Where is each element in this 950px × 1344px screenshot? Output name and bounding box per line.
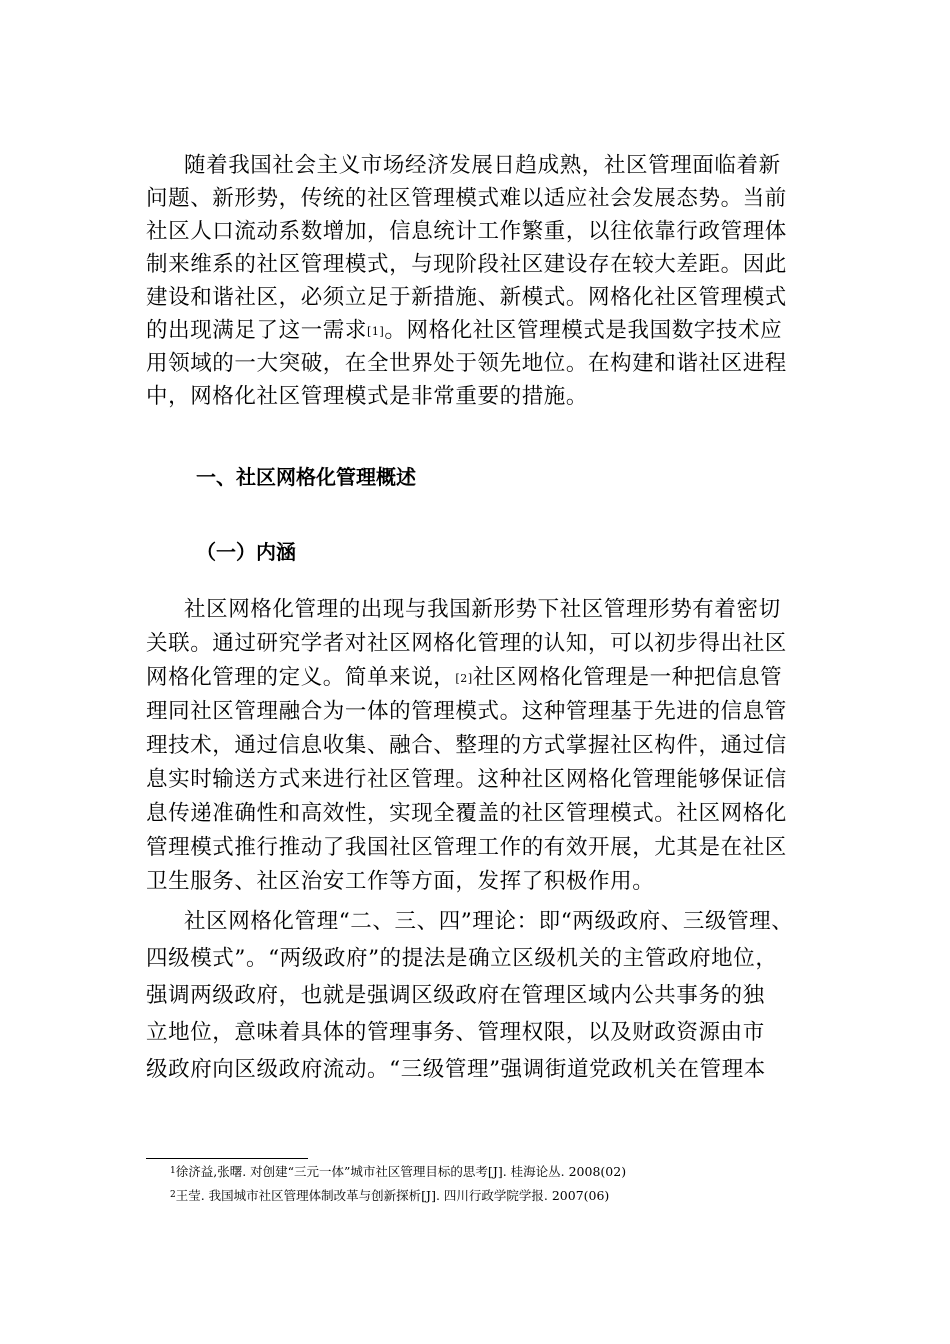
body-text-line: 关联。通过研究学者对社区网格化管理的认知，可以初步得出社区 xyxy=(146,631,787,656)
section-heading: 一、社区网格化管理概述 xyxy=(196,465,416,489)
footnote-mark: 1 xyxy=(170,1166,176,1176)
body-text-line: 社区人口流动系数增加，信息统计工作繁重，以往依靠行政管理体 xyxy=(146,219,787,244)
footnote-separator xyxy=(146,1158,308,1159)
body-text-line: 息传递准确性和高效性，实现全覆盖的社区管理模式。社区网格化 xyxy=(146,801,787,826)
body-text-line: 四级模式”。“两级政府”的提法是确立区级机关的主管政府地位， xyxy=(146,946,778,971)
body-text-line: 卫生服务、社区治安工作等方面，发挥了积极作用。 xyxy=(146,869,655,894)
footnote: $^2$王莹. 我国城市社区管理体制改革与创新探析[J]. 四川行政学院学报. 2007(06) xyxy=(170,1188,610,1203)
body-text-line: 网格化管理的定义。简单来说，[2]社区网格化管理是一种把信息管 xyxy=(146,665,783,690)
body-text-line: 管理模式推行推动了我国社区管理工作的有效开展，尤其是在社区 xyxy=(146,835,787,860)
footnote-mark: 2 xyxy=(170,1190,176,1200)
body-text-line: 的出现满足了这一需求[1]。网格化社区管理模式是我国数字技术应 xyxy=(146,318,783,343)
body-text-line: 随着我国社会主义市场经济发展日趋成熟，社区管理面临着新 xyxy=(184,153,781,178)
body-text-line: 用领域的一大突破，在全世界处于领先地位。在构建和谐社区进程 xyxy=(146,351,787,376)
body-text-line: 社区网格化管理的出现与我国新形势下社区管理形势有着密切 xyxy=(184,597,781,622)
body-text-line: 制来维系的社区管理模式，与现阶段社区建设存在较大差距。因此 xyxy=(146,252,787,277)
body-text-line: 级政府向区级政府流动。“三级管理”强调街道党政机关在管理本 xyxy=(146,1057,766,1082)
body-text-line: 社区网格化管理“二、三、四”理论：即“两级政府、三级管理、 xyxy=(184,909,794,934)
body-text-line: 理同社区管理融合为一体的管理模式。这种管理基于先进的信息管 xyxy=(146,699,787,724)
citation-ref: [1] xyxy=(367,325,385,338)
body-text-line: 息实时输送方式来进行社区管理。这种社区网格化管理能够保证信 xyxy=(146,767,787,792)
body-text-line: 理技术，通过信息收集、融合、整理的方式掌握社区构件，通过信 xyxy=(146,733,787,758)
citation-ref: [2] xyxy=(455,672,473,685)
body-text-line: 中，网格化社区管理模式是非常重要的措施。 xyxy=(146,384,589,409)
body-text-line: 立地位，意味着具体的管理事务、管理权限，以及财政资源由市 xyxy=(146,1020,765,1045)
body-text-line: 问题、新形势，传统的社区管理模式难以适应社会发展态势。当前 xyxy=(146,186,787,211)
body-text-line: 强调两级政府，也就是强调区级政府在管理区域内公共事务的独 xyxy=(146,983,765,1008)
subsection-heading: （一）内涵 xyxy=(196,540,296,564)
body-text-line: 建设和谐社区，必须立足于新措施、新模式。网格化社区管理模式 xyxy=(146,285,787,310)
footnote: $^1$徐济益,张曙. 对创建“三元一体”城市社区管理目标的思考[J]. 桂海论丛. 2008(02) xyxy=(170,1164,627,1179)
